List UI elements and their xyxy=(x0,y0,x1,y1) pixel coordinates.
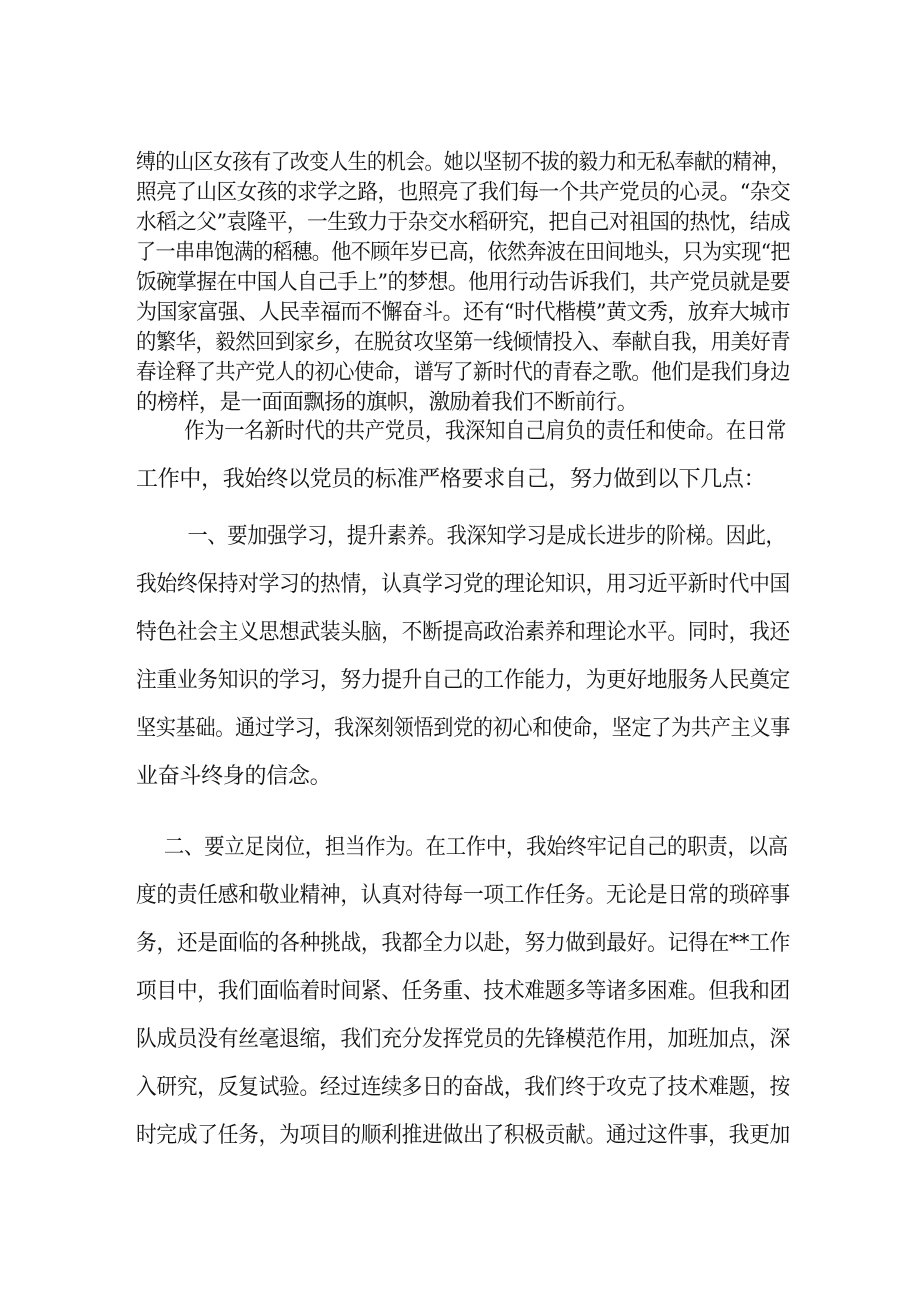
text-line: 春诠释了共产党人的初心使命，谱写了新时代的青春之歌。他们是我们身边 xyxy=(136,360,790,385)
text-line: 我始终保持对学习的热情，认真学习党的理论知识，用习近平新时代中国 xyxy=(136,572,790,597)
text-line: 的繁华，毅然回到家乡，在脱贫攻坚第一线倾情投入、奉献自我，用美好青 xyxy=(136,330,790,355)
text-line: 照亮了山区女孩的求学之路，也照亮了我们每一个共产党员的心灵。“杂交 xyxy=(136,180,791,205)
text-line: 为国家富强、人民幸福而不懈奋斗。还有“时代楷模”黄文秀，放弃大城市 xyxy=(136,300,790,325)
text-line: 业奋斗终身的信念。 xyxy=(136,764,332,789)
text-line: 时完成了任务，为项目的顺利推进做出了积极贡献。通过这件事，我更加 xyxy=(136,1123,790,1148)
text-line: 作为一名新时代的共产党员，我深知自己肩负的责任和使命。在日常 xyxy=(184,419,787,444)
text-line: 入研究，反复试验。经过连续多日的奋战，我们终于攻克了技术难题，按 xyxy=(136,1075,790,1100)
text-line: 务，还是面临的各种挑战，我都全力以赴，努力做到最好。记得在**工作 xyxy=(136,931,790,956)
text-line: 工作中，我始终以党员的标准严格要求自己，努力做到以下几点： xyxy=(136,467,766,492)
text-line: 缚的山区女孩有了改变人生的机会。她以坚韧不拔的毅力和无私奉献的精神， xyxy=(136,150,790,175)
text-line: 注重业务知识的学习，努力提升自己的工作能力，为更好地服务人民奠定 xyxy=(136,668,790,693)
text-line: 的榜样，是一面面飘扬的旗帜，激励着我们不断前行。 xyxy=(136,390,638,415)
paragraph-role-models xyxy=(136,148,791,418)
text-line: 了一串串饱满的稻穗。他不顾年岁已高，依然奔波在田间地头，只为实现“把 xyxy=(136,240,790,265)
paragraph-point-two-post xyxy=(136,824,790,1160)
text-line: 饭碗掌握在中国人自己手上”的梦想。他用行动告诉我们，共产党员就是要 xyxy=(136,270,791,295)
text-line: 特色社会主义思想武装头脑，不断提高政治素养和理论水平。同时，我还 xyxy=(136,620,790,645)
text-line: 二、要立足岗位，担当作为。在工作中，我始终牢记自己的职责，以高 xyxy=(163,835,788,860)
text-line: 水稻之父”袁隆平，一生致力于杂交水稻研究，把自己对祖国的热忱，结成 xyxy=(136,210,791,235)
text-line: 一、要加强学习，提升素养。我深知学习是成长进步的阶梯。因此， xyxy=(187,524,786,549)
text-line: 队成员没有丝毫退缩，我们充分发挥党员的先锋模范作用，加班加点，深 xyxy=(136,1027,790,1052)
text-line: 坚实基础。通过学习，我深刻领悟到党的初心和使命，坚定了为共产主义事 xyxy=(136,716,791,741)
text-line: 度的责任感和敬业精神，认真对待每一项工作任务。无论是日常的琐碎事 xyxy=(136,883,790,908)
text-line: 项目中，我们面临着时间紧、任务重、技术难题多等诸多困难。但我和团 xyxy=(136,979,790,1004)
paragraph-point-one-study xyxy=(136,513,791,801)
paragraph-intro-points xyxy=(136,408,786,504)
